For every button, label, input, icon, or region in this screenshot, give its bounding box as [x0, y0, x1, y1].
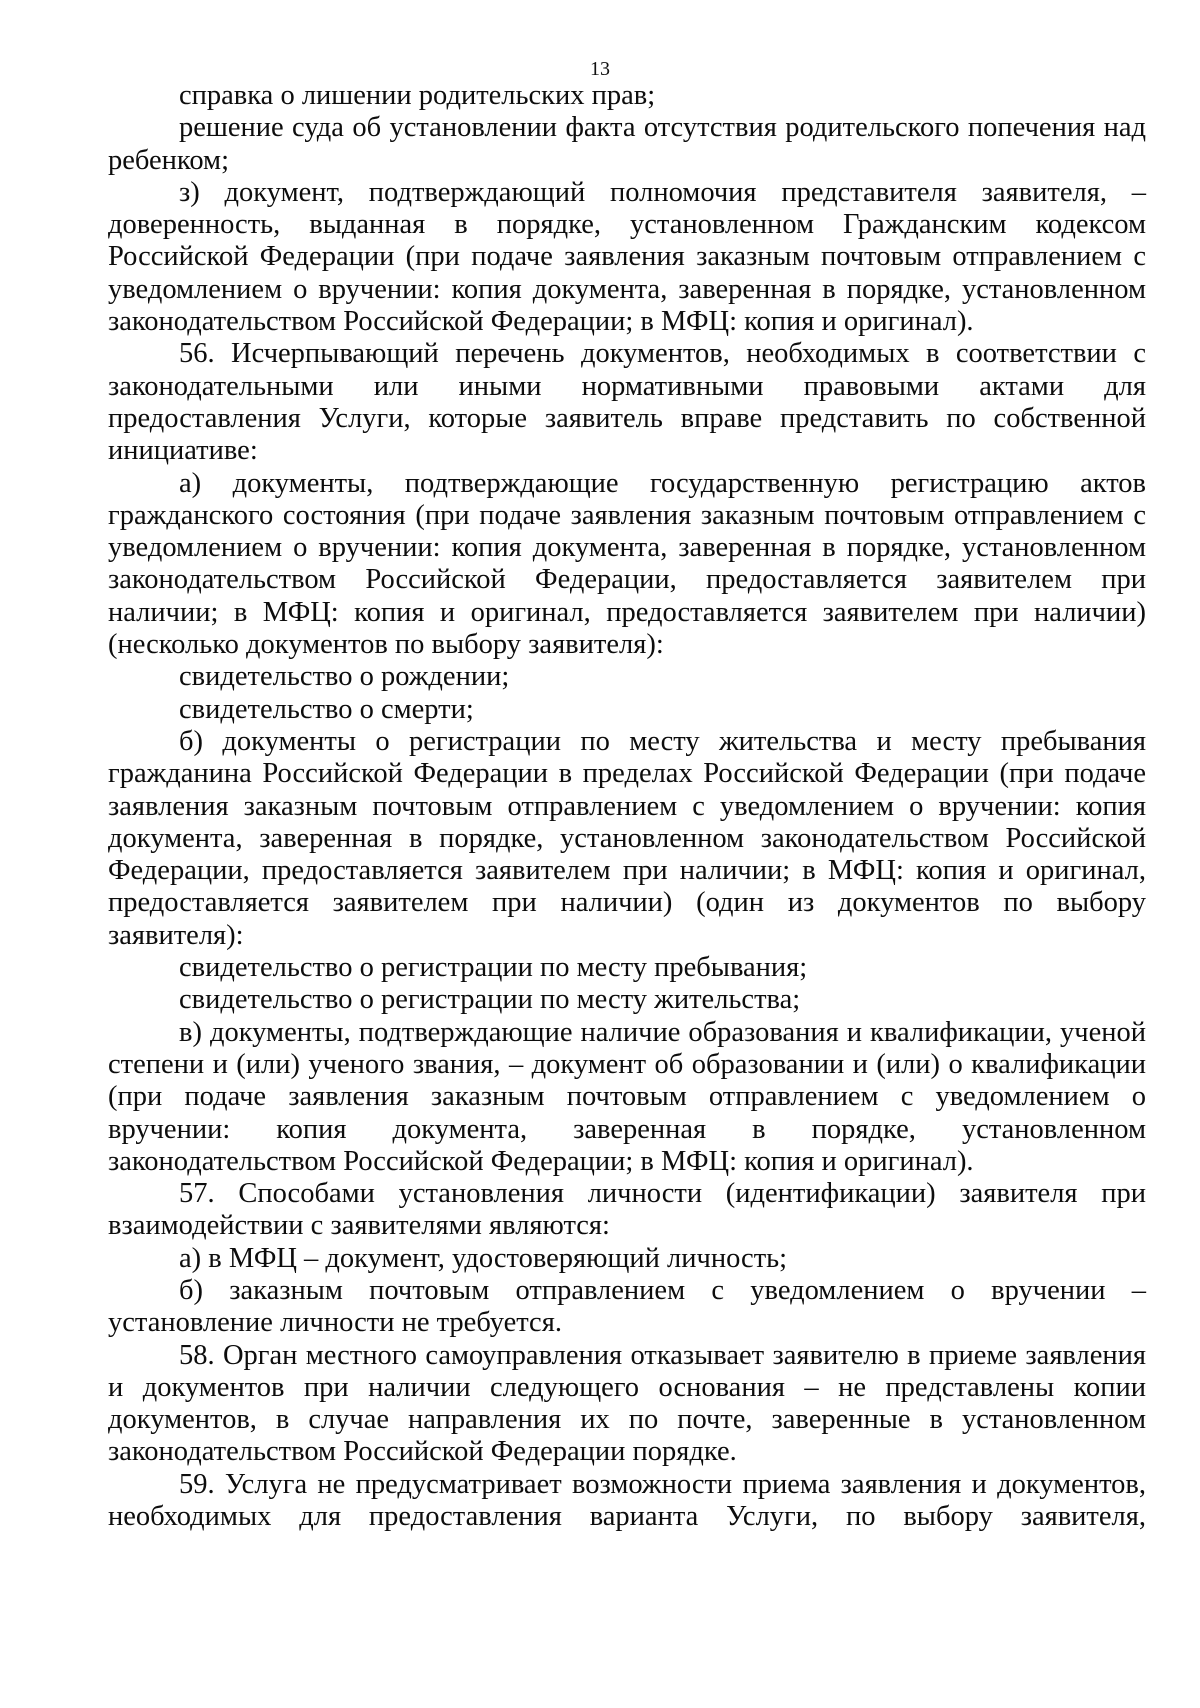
paragraph: 58. Орган местного самоуправления отказывает заявителю в приеме заявления и документов при наличии следующего основания – не представлены копии документов, в случае направления их по почте, заверенные в установленном законодательством Российской Федерации порядке. [108, 1339, 1146, 1468]
paragraph: решение суда об установлении факта отсутствия родительского попечения над ребенком; [108, 112, 1146, 176]
paragraph: свидетельство о смерти; [179, 693, 474, 725]
paragraph: справка о лишении родительских прав; [179, 80, 656, 111]
paragraph: б) документы о регистрации по месту жительства и месту пребывания гражданина Российской Федерации в пределах Российской Федерации (при подаче заявления заказным почтовым отправлением с уведомлением о вручении: копия документа, заверенная в порядке, установленном законодательством Российской Федерации, предоставляется заявителем при наличии; в МФЦ: копия и оригинал, предоставляется заявителем при наличии) (один из документов по выбору заявителя): [108, 725, 1146, 951]
paragraph: 56. Исчерпывающий перечень документов, необходимых в соответствии с законодательными или иными нормативными правовыми актами для предоставления Услуги, которые заявитель вправе представить по собственной инициативе: [108, 338, 1146, 467]
paragraph: б) заказным почтовым отправлением с уведомлением о вручении – установление личности не требуется. [108, 1274, 1146, 1339]
paragraph: свидетельство о регистрации по месту жительства; [179, 984, 801, 1016]
paragraph: 59. Услуга не предусматривает возможности приема заявления и документов, необходимых для предоставления варианта Услуги, по выбору заявителя, [108, 1468, 1146, 1533]
paragraph: з) документ, подтверждающий полномочия представителя заявителя, – доверенность, выданная в порядке, установленном Гражданским кодексом Российской Федерации (при подаче заявления заказным почтовым отправлением с уведомлением о вручении: копия документа, заверенная в порядке, установленном законодательством Российской Федерации; в МФЦ: копия и оригинал). [108, 176, 1146, 338]
document-body [108, 80, 1146, 1533]
paragraph: 57. Способами установления личности (идентификации) заявителя при взаимодействии с заявителями являются: [108, 1178, 1146, 1242]
paragraph: в) документы, подтверждающие наличие образования и квалификации, ученой степени и (или) ученого звания, – документ об образовании и (или) о квалификации (при подаче заявления заказным почтовым отправлением с уведомлением о вручении: копия документа, заверенная в порядке, установленном законодательством Российской Федерации; в МФЦ: копия и оригинал). [108, 1016, 1146, 1177]
paragraph: а) в МФЦ – документ, удостоверяющий личность; [179, 1242, 788, 1274]
paragraph: а) документы, подтверждающие государственную регистрацию актов гражданского состояния (при подаче заявления заказным почтовым отправлением с уведомлением о вручении: копия документа, заверенная в порядке, установленном законодательством Российской Федерации, предоставляется заявителем при наличии; в МФЦ: копия и оригинал, предоставляется заявителем при наличии) (несколько документов по выбору заявителя): [108, 467, 1146, 661]
page-number: 13 [590, 58, 610, 80]
paragraph: свидетельство о рождении; [179, 661, 510, 693]
paragraph: свидетельство о регистрации по месту пребывания; [179, 952, 808, 984]
